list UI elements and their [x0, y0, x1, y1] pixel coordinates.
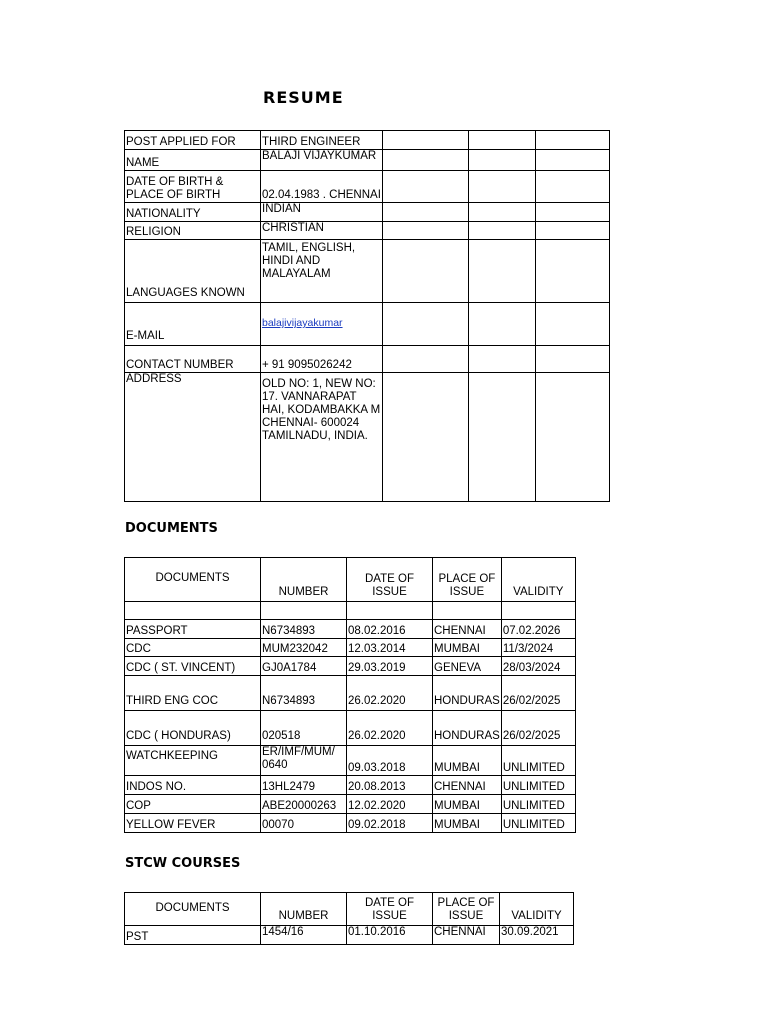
- doc-number: 00070: [261, 814, 347, 833]
- col-header-date-of-issue: DATE OF ISSUE: [347, 893, 433, 926]
- post-applied-value: THIRD ENGINEER: [261, 131, 383, 150]
- doc-number: ER/IMF/MUM/ 0640: [261, 746, 347, 776]
- doc-place: HONDURAS: [433, 676, 502, 711]
- doc-place: MUMBAI: [433, 814, 502, 833]
- languages-value: TAMIL, ENGLISH, HINDI AND MALAYALAM: [261, 240, 383, 303]
- doc-place: CHENNAI: [433, 776, 502, 795]
- doc-name: INDOS NO.: [125, 776, 261, 795]
- table-header-row: [125, 558, 576, 602]
- table-row: [125, 171, 610, 203]
- col-header-documents: DOCUMENTS: [125, 893, 261, 926]
- table-row: [125, 926, 574, 945]
- email-label: E-MAIL: [125, 303, 261, 346]
- doc-number: N6734893: [261, 620, 347, 639]
- name-value: BALAJI VIJAYKUMAR: [261, 150, 383, 171]
- doc-name: THIRD ENG COC: [125, 676, 261, 711]
- table-row: [125, 814, 576, 833]
- col-header-number: NUMBER: [261, 558, 347, 602]
- doc-name: COP: [125, 795, 261, 814]
- doc-validity: UNLIMITED: [501, 795, 575, 814]
- col-header-documents: DOCUMENTS: [125, 558, 261, 602]
- table-row: [125, 657, 576, 676]
- doc-name: CDC: [125, 639, 261, 657]
- course-place: CHENNAI: [433, 926, 500, 945]
- doc-place: HONDURAS: [433, 711, 502, 746]
- table-row: [125, 776, 576, 795]
- doc-place: CHENNAI: [433, 620, 502, 639]
- doc-date: 26.02.2020: [347, 711, 433, 746]
- post-applied-label: POST APPLIED FOR: [125, 131, 261, 150]
- doc-date: 09.03.2018: [347, 746, 433, 776]
- address-label: ADDRESS: [125, 373, 261, 502]
- doc-place: MUMBAI: [433, 639, 502, 657]
- contact-label: CONTACT NUMBER: [125, 346, 261, 373]
- table-row: [125, 222, 610, 240]
- languages-label: LANGUAGES KNOWN: [125, 240, 261, 303]
- table-row: [125, 346, 610, 373]
- doc-number: 13HL2479: [261, 776, 347, 795]
- documents-table: [124, 557, 576, 833]
- stcw-heading: STCW COURSES: [125, 856, 241, 871]
- col-header-place-of-issue: PLACE OF ISSUE: [433, 893, 500, 926]
- doc-place: MUMBAI: [433, 795, 502, 814]
- doc-date: 09.02.2018: [347, 814, 433, 833]
- stcw-courses-table: [124, 892, 574, 945]
- table-row: [125, 203, 610, 222]
- doc-name: CDC ( HONDURAS): [125, 711, 261, 746]
- doc-number: 020518: [261, 711, 347, 746]
- doc-number: ABE20000263: [261, 795, 347, 814]
- doc-validity: UNLIMITED: [501, 814, 575, 833]
- doc-validity: 26/02/2025: [501, 711, 575, 746]
- doc-date: 08.02.2016: [347, 620, 433, 639]
- religion-value: CHRISTIAN: [261, 222, 383, 240]
- table-row: [125, 711, 576, 746]
- dob-label: DATE OF BIRTH & PLACE OF BIRTH: [125, 171, 261, 203]
- doc-name: WATCHKEEPING: [125, 746, 261, 776]
- col-header-validity: VALIDITY: [500, 893, 574, 926]
- dob-value: 02.04.1983 . CHENNAI: [261, 171, 383, 203]
- doc-date: 12.03.2014: [347, 639, 433, 657]
- course-validity: 30.09.2021: [500, 926, 574, 945]
- course-name: PST: [125, 926, 261, 945]
- table-row-empty: [125, 602, 576, 620]
- table-row: [125, 240, 610, 303]
- table-row: [125, 746, 576, 776]
- doc-validity: 07.02.2026: [501, 620, 575, 639]
- contact-value: + 91 9095026242: [261, 346, 383, 373]
- nationality-value: INDIAN: [261, 203, 383, 222]
- doc-validity: UNLIMITED: [501, 746, 575, 776]
- doc-name: PASSPORT: [125, 620, 261, 639]
- doc-place: GENEVA: [433, 657, 502, 676]
- doc-name: CDC ( ST. VINCENT): [125, 657, 261, 676]
- documents-heading: DOCUMENTS: [125, 521, 218, 536]
- table-row: [125, 303, 610, 346]
- doc-validity: 26/02/2025: [501, 676, 575, 711]
- doc-place: MUMBAI: [433, 746, 502, 776]
- doc-number: GJ0A1784: [261, 657, 347, 676]
- course-date: 01.10.2016: [347, 926, 433, 945]
- doc-number: N6734893: [261, 676, 347, 711]
- doc-date: 29.03.2019: [347, 657, 433, 676]
- name-label: NAME: [125, 150, 261, 171]
- col-header-validity: VALIDITY: [501, 558, 575, 602]
- table-row: [125, 620, 576, 639]
- doc-date: 26.02.2020: [347, 676, 433, 711]
- doc-validity: 28/03/2024: [501, 657, 575, 676]
- col-header-number: NUMBER: [261, 893, 347, 926]
- email-link[interactable]: balajivijayakumar: [262, 317, 343, 329]
- doc-date: 20.08.2013: [347, 776, 433, 795]
- doc-number: MUM232042: [261, 639, 347, 657]
- table-row: [125, 131, 610, 150]
- religion-label: RELIGION: [125, 222, 261, 240]
- table-row: [125, 373, 610, 502]
- personal-details-table: [124, 130, 610, 502]
- doc-validity: 11/3/2024: [501, 639, 575, 657]
- resume-title: RESUME: [263, 88, 344, 107]
- col-header-date-of-issue: DATE OF ISSUE: [347, 558, 433, 602]
- table-row: [125, 639, 576, 657]
- table-row: [125, 150, 610, 171]
- table-row: [125, 676, 576, 711]
- table-header-row: [125, 893, 574, 926]
- course-number: 1454/16: [261, 926, 347, 945]
- nationality-label: NATIONALITY: [125, 203, 261, 222]
- col-header-place-of-issue: PLACE OF ISSUE: [433, 558, 502, 602]
- doc-name: YELLOW FEVER: [125, 814, 261, 833]
- address-value: OLD NO: 1, NEW NO: 17. VANNARAPAT HAI, KODAMBAKKA M CHENNAI- 600024 TAMILNADU, INDIA.: [261, 373, 383, 502]
- doc-validity: UNLIMITED: [501, 776, 575, 795]
- table-row: [125, 795, 576, 814]
- doc-date: 12.02.2020: [347, 795, 433, 814]
